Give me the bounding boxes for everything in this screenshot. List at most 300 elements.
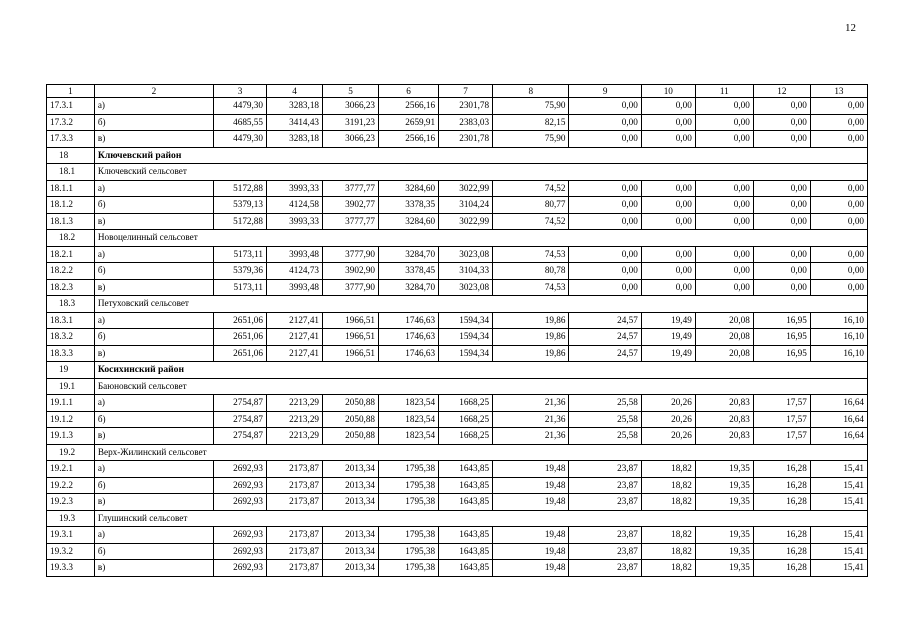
table-cell: 24,57 (569, 312, 641, 329)
row-code: 18.2.1 (47, 246, 95, 263)
table-cell: 3378,45 (379, 263, 439, 280)
table-cell: 19,49 (641, 329, 695, 346)
row-code: 18.1.1 (47, 180, 95, 197)
row-variant-label: б) (94, 263, 213, 280)
table-cell: 3066,23 (323, 98, 379, 115)
table-row (47, 461, 868, 478)
table-cell: 0,00 (641, 98, 695, 115)
table-cell: 19,48 (493, 477, 569, 494)
table-cell: 16,28 (753, 543, 810, 560)
table-cell: 2692,93 (214, 477, 267, 494)
table-cell: 2173,87 (266, 560, 322, 577)
table-row (47, 329, 868, 346)
table-cell: 24,57 (569, 329, 641, 346)
column-number-header: 2 (94, 85, 213, 98)
table-cell: 5172,88 (214, 213, 267, 230)
table-cell: 0,00 (641, 279, 695, 296)
table-cell: 5173,11 (214, 279, 267, 296)
table-cell: 1795,38 (379, 560, 439, 577)
table-cell: 0,00 (753, 114, 810, 131)
table-cell: 2383,03 (439, 114, 493, 131)
row-variant-label: а) (94, 246, 213, 263)
district-section-row (47, 147, 868, 164)
table-cell: 2173,87 (266, 543, 322, 560)
row-code: 19.1.2 (47, 411, 95, 428)
table-cell: 1643,85 (439, 543, 493, 560)
table-cell: 0,00 (753, 180, 810, 197)
table-cell: 18,82 (641, 461, 695, 478)
table-cell: 19,35 (695, 494, 753, 511)
district-title: Ключевский район (94, 147, 867, 164)
table-cell: 0,00 (569, 213, 641, 230)
column-number-header: 4 (266, 85, 322, 98)
table-cell: 15,41 (810, 461, 867, 478)
table-cell: 0,00 (569, 246, 641, 263)
row-variant-label: б) (94, 411, 213, 428)
table-cell: 16,64 (810, 428, 867, 445)
table-cell: 19,48 (493, 494, 569, 511)
settlement-row (47, 444, 868, 461)
table-cell: 18,82 (641, 560, 695, 577)
row-code: 18.1.3 (47, 213, 95, 230)
table-cell: 0,00 (695, 246, 753, 263)
table-cell: 3104,33 (439, 263, 493, 280)
table-cell: 2013,34 (323, 527, 379, 544)
table-cell: 1643,85 (439, 560, 493, 577)
settlement-row (47, 378, 868, 395)
table-cell: 0,00 (810, 131, 867, 148)
table-cell: 15,41 (810, 560, 867, 577)
table-cell: 2692,93 (214, 527, 267, 544)
column-number-header: 9 (569, 85, 641, 98)
table-cell: 25,58 (569, 428, 641, 445)
table-cell: 2754,87 (214, 428, 267, 445)
table-cell: 16,28 (753, 494, 810, 511)
table-cell: 0,00 (810, 263, 867, 280)
table-cell: 2173,87 (266, 461, 322, 478)
table-cell: 1668,25 (439, 411, 493, 428)
table-cell: 0,00 (695, 197, 753, 214)
table-cell: 18,82 (641, 494, 695, 511)
table-cell: 0,00 (695, 131, 753, 148)
row-variant-label: в) (94, 494, 213, 511)
table-cell: 0,00 (641, 263, 695, 280)
table-cell: 0,00 (810, 279, 867, 296)
row-variant-label: б) (94, 197, 213, 214)
table-cell: 80,78 (493, 263, 569, 280)
table-cell: 1966,51 (323, 312, 379, 329)
table-cell: 0,00 (641, 197, 695, 214)
table-cell: 2013,34 (323, 560, 379, 577)
table-row (47, 98, 868, 115)
table-cell: 0,00 (641, 246, 695, 263)
table-cell: 2754,87 (214, 395, 267, 412)
table-cell: 0,00 (753, 131, 810, 148)
table-cell: 3283,18 (266, 98, 322, 115)
row-code: 18.3.2 (47, 329, 95, 346)
table-cell: 3378,35 (379, 197, 439, 214)
settlement-title: Верх-Жилинский сельсовет (94, 444, 867, 461)
table-cell: 18,82 (641, 527, 695, 544)
row-variant-label: а) (94, 312, 213, 329)
table-cell: 3777,77 (323, 213, 379, 230)
table-cell: 0,00 (810, 114, 867, 131)
table-cell: 3777,90 (323, 279, 379, 296)
table-row (47, 246, 868, 263)
table-cell: 4685,55 (214, 114, 267, 131)
table-cell: 3284,60 (379, 180, 439, 197)
column-number-header: 13 (810, 85, 867, 98)
settlement-title: Новоцелинный сельсовет (94, 230, 867, 247)
table-cell: 16,95 (753, 345, 810, 362)
table-cell: 23,87 (569, 560, 641, 577)
table-cell: 1643,85 (439, 527, 493, 544)
table-cell: 2213,29 (266, 411, 322, 428)
table-cell: 21,36 (493, 428, 569, 445)
table-cell: 2050,88 (323, 428, 379, 445)
table-cell: 16,10 (810, 345, 867, 362)
table-cell: 19,86 (493, 329, 569, 346)
table-cell: 74,53 (493, 246, 569, 263)
row-variant-label: а) (94, 180, 213, 197)
row-code: 18.3.1 (47, 312, 95, 329)
row-code: 19.3.1 (47, 527, 95, 544)
table-row (47, 345, 868, 362)
table-cell: 1643,85 (439, 494, 493, 511)
table-cell: 3284,60 (379, 213, 439, 230)
row-code: 18 (47, 147, 95, 164)
table-cell: 2213,29 (266, 428, 322, 445)
table-cell: 3283,18 (266, 131, 322, 148)
table-header (47, 85, 868, 98)
table-cell: 25,58 (569, 411, 641, 428)
table-cell: 3993,48 (266, 279, 322, 296)
table-cell: 0,00 (695, 279, 753, 296)
table-cell: 74,52 (493, 180, 569, 197)
table-cell: 0,00 (810, 246, 867, 263)
table-cell: 4124,58 (266, 197, 322, 214)
table-cell: 0,00 (695, 180, 753, 197)
table-cell: 0,00 (641, 114, 695, 131)
table-row (47, 395, 868, 412)
table-cell: 19,48 (493, 543, 569, 560)
row-variant-label: в) (94, 428, 213, 445)
row-variant-label: а) (94, 395, 213, 412)
table-cell: 21,36 (493, 395, 569, 412)
row-code: 17.3.2 (47, 114, 95, 131)
table-cell: 20,26 (641, 411, 695, 428)
table-cell: 75,90 (493, 131, 569, 148)
table-row (47, 279, 868, 296)
row-variant-label: а) (94, 527, 213, 544)
table-row (47, 312, 868, 329)
table-cell: 2692,93 (214, 543, 267, 560)
table-cell: 1795,38 (379, 494, 439, 511)
table-cell: 19,35 (695, 461, 753, 478)
table-row (47, 213, 868, 230)
row-code: 18.1 (47, 164, 95, 181)
table-cell: 0,00 (569, 114, 641, 131)
table-cell: 2127,41 (266, 345, 322, 362)
row-code: 18.3.3 (47, 345, 95, 362)
table-cell: 16,95 (753, 329, 810, 346)
tariff-table (46, 84, 868, 577)
table-cell: 20,26 (641, 428, 695, 445)
table-row (47, 494, 868, 511)
table-cell: 4479,30 (214, 131, 267, 148)
row-code: 17.3.3 (47, 131, 95, 148)
table-cell: 16,10 (810, 329, 867, 346)
table-cell: 0,00 (641, 180, 695, 197)
table-cell: 1966,51 (323, 329, 379, 346)
table-cell: 1594,34 (439, 345, 493, 362)
table-cell: 19,35 (695, 527, 753, 544)
table-cell: 3023,08 (439, 246, 493, 263)
table-cell: 2127,41 (266, 312, 322, 329)
table-cell: 0,00 (569, 279, 641, 296)
table-cell: 4479,30 (214, 98, 267, 115)
table-cell: 1795,38 (379, 477, 439, 494)
table-cell: 2013,34 (323, 477, 379, 494)
table-cell: 75,90 (493, 98, 569, 115)
table-cell: 3104,24 (439, 197, 493, 214)
table-cell: 2013,34 (323, 494, 379, 511)
settlement-row (47, 296, 868, 313)
table-cell: 2173,87 (266, 477, 322, 494)
row-code: 19.3.2 (47, 543, 95, 560)
table-cell: 1823,54 (379, 428, 439, 445)
table-cell: 80,77 (493, 197, 569, 214)
table-cell: 3414,43 (266, 114, 322, 131)
row-variant-label: в) (94, 131, 213, 148)
column-number-header: 12 (753, 85, 810, 98)
table-cell: 3902,77 (323, 197, 379, 214)
table-cell: 1594,34 (439, 329, 493, 346)
row-code: 18.1.2 (47, 197, 95, 214)
table-cell: 1966,51 (323, 345, 379, 362)
row-code: 18.2.2 (47, 263, 95, 280)
table-cell: 2173,87 (266, 494, 322, 511)
settlement-title: Ключевский сельсовет (94, 164, 867, 181)
settlement-row (47, 230, 868, 247)
row-code: 19.1.1 (47, 395, 95, 412)
table-row (47, 560, 868, 577)
table-cell: 0,00 (753, 197, 810, 214)
table-cell: 2050,88 (323, 411, 379, 428)
table-cell: 1594,34 (439, 312, 493, 329)
settlement-title: Петуховский сельсовет (94, 296, 867, 313)
table-cell: 0,00 (810, 197, 867, 214)
table-cell: 15,41 (810, 527, 867, 544)
table-cell: 2173,87 (266, 527, 322, 544)
table-cell: 5173,11 (214, 246, 267, 263)
table-cell: 0,00 (569, 98, 641, 115)
table-cell: 19,86 (493, 345, 569, 362)
table-row (47, 180, 868, 197)
table-cell: 1795,38 (379, 461, 439, 478)
table-cell: 16,28 (753, 527, 810, 544)
table-cell: 2050,88 (323, 395, 379, 412)
row-variant-label: в) (94, 213, 213, 230)
page-number: 12 (845, 22, 856, 34)
table-cell: 0,00 (695, 213, 753, 230)
row-code: 19.1.3 (47, 428, 95, 445)
table-cell: 2692,93 (214, 560, 267, 577)
table-cell: 1668,25 (439, 395, 493, 412)
table-cell: 1746,63 (379, 345, 439, 362)
table-cell: 0,00 (569, 180, 641, 197)
table-cell: 0,00 (695, 114, 753, 131)
settlement-row (47, 164, 868, 181)
table-cell: 3777,90 (323, 246, 379, 263)
row-code: 19.2.1 (47, 461, 95, 478)
table-cell: 15,41 (810, 494, 867, 511)
table-cell: 19,49 (641, 345, 695, 362)
table-cell: 0,00 (569, 263, 641, 280)
table-cell: 2754,87 (214, 411, 267, 428)
table-cell: 23,87 (569, 527, 641, 544)
row-code: 18.2 (47, 230, 95, 247)
table-row (47, 527, 868, 544)
table-cell: 24,57 (569, 345, 641, 362)
row-variant-label: в) (94, 345, 213, 362)
table-cell: 3993,33 (266, 213, 322, 230)
table-row (47, 114, 868, 131)
table-cell: 3022,99 (439, 213, 493, 230)
table-cell: 0,00 (810, 98, 867, 115)
table-cell: 16,64 (810, 411, 867, 428)
table-cell: 0,00 (753, 279, 810, 296)
table-cell: 2566,16 (379, 131, 439, 148)
table-cell: 5379,36 (214, 263, 267, 280)
settlement-title: Глушинский сельсовет (94, 510, 867, 527)
table-cell: 3284,70 (379, 279, 439, 296)
table-cell: 0,00 (569, 131, 641, 148)
column-number-header: 7 (439, 85, 493, 98)
row-code: 19.3.3 (47, 560, 95, 577)
table-cell: 17,57 (753, 428, 810, 445)
table-cell: 0,00 (810, 180, 867, 197)
table-cell: 19,48 (493, 461, 569, 478)
table-cell: 23,87 (569, 461, 641, 478)
table-cell: 23,87 (569, 494, 641, 511)
table-cell: 0,00 (695, 263, 753, 280)
table-cell: 0,00 (641, 131, 695, 148)
table-cell: 21,36 (493, 411, 569, 428)
table-cell: 0,00 (753, 213, 810, 230)
table-cell: 3993,33 (266, 180, 322, 197)
table-cell: 0,00 (753, 263, 810, 280)
table-cell: 0,00 (810, 213, 867, 230)
table-cell: 0,00 (641, 213, 695, 230)
table-cell: 3022,99 (439, 180, 493, 197)
row-code: 19.2.3 (47, 494, 95, 511)
table-cell: 23,87 (569, 543, 641, 560)
table-cell: 82,15 (493, 114, 569, 131)
table-cell: 2692,93 (214, 494, 267, 511)
row-code: 19 (47, 362, 95, 379)
table-cell: 16,10 (810, 312, 867, 329)
table-cell: 17,57 (753, 411, 810, 428)
table-cell: 1795,38 (379, 543, 439, 560)
column-number-row (47, 85, 868, 98)
table-cell: 19,35 (695, 543, 753, 560)
row-code: 19.1 (47, 378, 95, 395)
table-row (47, 411, 868, 428)
table-cell: 2127,41 (266, 329, 322, 346)
table-cell: 18,82 (641, 543, 695, 560)
settlement-title: Баюновский сельсовет (94, 378, 867, 395)
table-row (47, 131, 868, 148)
table-row (47, 543, 868, 560)
table-cell: 3902,90 (323, 263, 379, 280)
table-cell: 0,00 (569, 197, 641, 214)
column-number-header: 8 (493, 85, 569, 98)
table-cell: 20,83 (695, 395, 753, 412)
table-cell: 1795,38 (379, 527, 439, 544)
table-cell: 1668,25 (439, 428, 493, 445)
table-cell: 20,08 (695, 312, 753, 329)
table-cell: 19,49 (641, 312, 695, 329)
table-row (47, 197, 868, 214)
table-cell: 3777,77 (323, 180, 379, 197)
table-cell: 3993,48 (266, 246, 322, 263)
table-cell: 2566,16 (379, 98, 439, 115)
table-cell: 5379,13 (214, 197, 267, 214)
table-body (47, 98, 868, 577)
table-cell: 16,28 (753, 560, 810, 577)
table-cell: 74,52 (493, 213, 569, 230)
table-cell: 20,26 (641, 395, 695, 412)
table-cell: 0,00 (753, 98, 810, 115)
row-variant-label: а) (94, 98, 213, 115)
table-cell: 19,35 (695, 477, 753, 494)
table-cell: 25,58 (569, 395, 641, 412)
settlement-row (47, 510, 868, 527)
table-cell: 74,53 (493, 279, 569, 296)
district-section-row (47, 362, 868, 379)
table-cell: 19,35 (695, 560, 753, 577)
table-cell: 2301,78 (439, 98, 493, 115)
column-number-header: 10 (641, 85, 695, 98)
column-number-header: 6 (379, 85, 439, 98)
table-cell: 18,82 (641, 477, 695, 494)
table-cell: 17,57 (753, 395, 810, 412)
table-cell: 20,08 (695, 345, 753, 362)
row-variant-label: а) (94, 461, 213, 478)
table-cell: 19,86 (493, 312, 569, 329)
table-cell: 16,28 (753, 461, 810, 478)
table-cell: 2213,29 (266, 395, 322, 412)
column-number-header: 3 (214, 85, 267, 98)
table-cell: 3023,08 (439, 279, 493, 296)
table-cell: 2301,78 (439, 131, 493, 148)
row-code: 19.3 (47, 510, 95, 527)
row-variant-label: б) (94, 114, 213, 131)
table-row (47, 428, 868, 445)
table-cell: 5172,88 (214, 180, 267, 197)
row-code: 18.2.3 (47, 279, 95, 296)
table-cell: 19,48 (493, 527, 569, 544)
table-cell: 3066,23 (323, 131, 379, 148)
table-cell: 1643,85 (439, 461, 493, 478)
table-cell: 2651,06 (214, 312, 267, 329)
table-cell: 2651,06 (214, 345, 267, 362)
table-cell: 20,83 (695, 411, 753, 428)
table-cell: 19,48 (493, 560, 569, 577)
table-cell: 2692,93 (214, 461, 267, 478)
table-cell: 1823,54 (379, 411, 439, 428)
